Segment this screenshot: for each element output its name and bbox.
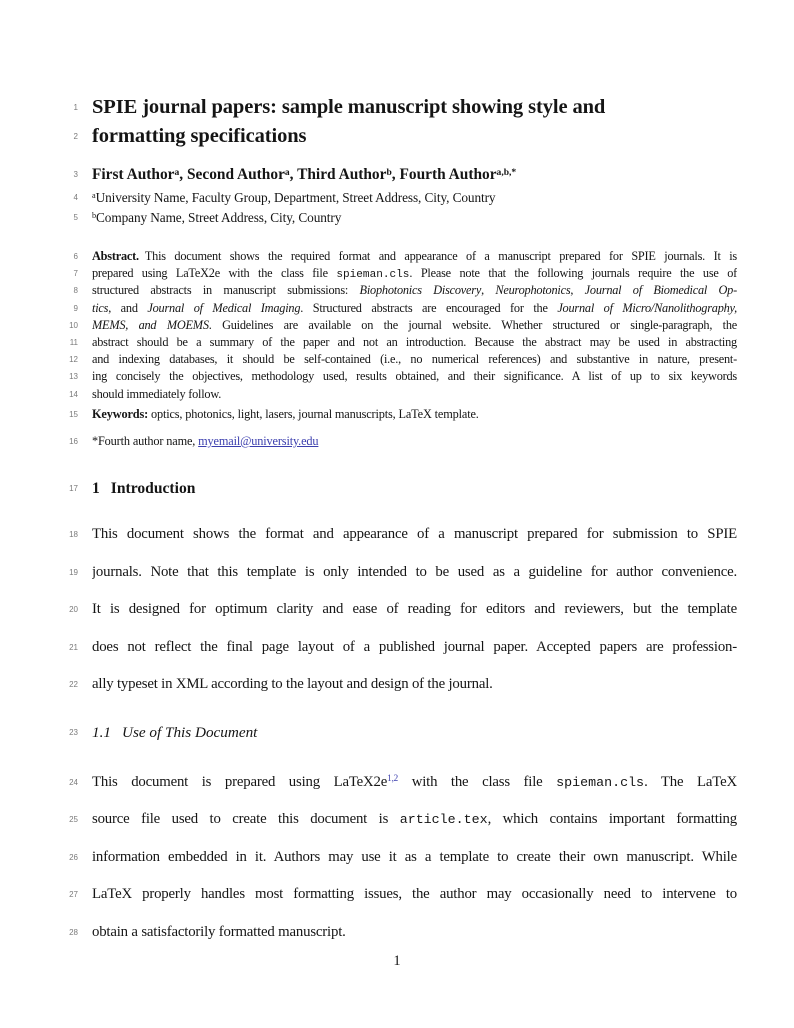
manuscript-line: [0, 406, 794, 423]
line-number: 22: [69, 680, 78, 690]
body2-block: [0, 764, 794, 952]
section-number: 1.1: [92, 723, 111, 741]
line-number: 14: [69, 389, 78, 399]
affil-block: [0, 188, 794, 228]
line-text: [92, 317, 737, 334]
bold-text: First Author: [92, 166, 175, 183]
text-segment: , which contains important formatting: [487, 811, 737, 828]
line-number: 25: [69, 815, 78, 825]
italic-text: Journal of Medical Imaging: [147, 300, 301, 315]
line-text: [92, 876, 737, 914]
italic-text: Neurophotonics: [495, 283, 571, 298]
manuscript-line: [0, 478, 794, 500]
manuscript-line: [0, 265, 794, 282]
manuscript-line: [0, 722, 794, 744]
text-segment: information embedded in it. Authors may use it as a template to create their own manuscript. While: [92, 848, 737, 865]
text-segment: This document shows the required format and appearance of a manuscript prepared for SPIE journals. It is: [144, 249, 737, 263]
line-text: [92, 351, 737, 368]
line-text: [92, 666, 737, 704]
text-segment: prepared using LaTeX2e with the class file: [92, 266, 337, 281]
manuscript-line: [0, 629, 794, 667]
text-segment: source file used to create this document is: [92, 811, 400, 828]
line-number: 5: [73, 213, 78, 222]
sec-block: [0, 478, 794, 500]
manuscript-line: [0, 164, 794, 186]
italic-text: Journal of Micro/Nanolithography,: [557, 300, 737, 315]
line-number: 1: [73, 103, 78, 112]
manuscript-line: [0, 351, 794, 368]
text-segment: abstract should be a summary of the paper and not an introduction. Because the abstract may be used in abstracting: [92, 334, 737, 349]
text-segment: Introduction: [110, 480, 196, 498]
manuscript-line: [0, 591, 794, 629]
manuscript-line: [0, 386, 794, 403]
line-text: [92, 914, 737, 952]
text-segment: ,: [570, 283, 585, 298]
text-segment: should immediately follow.: [92, 386, 222, 401]
manuscript-line: [0, 433, 794, 450]
manuscript-line: [0, 208, 794, 228]
text-segment: obtain a satisfactorily formatted manuscript.: [92, 923, 346, 940]
manuscript-line: [0, 801, 794, 839]
code-text: article.tex: [399, 812, 488, 828]
line-text: [92, 516, 737, 554]
email-link[interactable]: myemail@university.edu: [198, 433, 319, 448]
manuscript-line: [0, 876, 794, 914]
line-number: 27: [69, 890, 78, 900]
line-number: 20: [69, 605, 78, 615]
superscript: a: [92, 191, 96, 201]
line-number: 3: [73, 170, 78, 179]
line-number: 24: [69, 777, 78, 787]
line-number: 28: [69, 927, 78, 937]
manuscript-line: [0, 764, 794, 802]
subsec-block: [0, 722, 794, 744]
line-text: [92, 722, 737, 744]
manuscript-line: [0, 334, 794, 351]
manuscript-line: [0, 300, 794, 317]
bold-text: , Fourth Author: [391, 166, 497, 183]
line-text: [92, 122, 737, 151]
line-number: 6: [73, 252, 78, 261]
manuscript-line: [0, 368, 794, 385]
line-number: 23: [69, 727, 78, 737]
line-text: [92, 406, 737, 423]
line-text: [92, 265, 737, 282]
manuscript-line: [0, 554, 794, 592]
line-number: 26: [69, 852, 78, 862]
document-body: [0, 93, 794, 951]
keywords-block: [0, 406, 794, 423]
manuscript-line: [0, 93, 794, 122]
line-text: [92, 248, 737, 265]
text-segment: does not reflect the final page layout of a published journal paper. Accepted papers are profession-: [92, 638, 737, 655]
text-segment: *Fourth author name,: [92, 433, 199, 448]
manuscript-line: [0, 188, 794, 208]
text-segment: University Name, Faculty Group, Department, Street Address, City, Country: [95, 190, 496, 205]
line-text: [92, 839, 737, 877]
text-segment: formatting specifications: [92, 125, 307, 147]
text-segment: . Please note that the following journals require the use of: [409, 266, 737, 281]
manuscript-line: [0, 248, 794, 265]
manuscript-line: [0, 666, 794, 704]
line-number: 2: [73, 132, 78, 141]
line-number: 18: [69, 530, 78, 540]
line-text: [92, 334, 737, 351]
superscript: a: [284, 166, 290, 178]
manuscript-line: [0, 317, 794, 334]
bold-text: , Second Author: [179, 166, 285, 183]
text-segment: SPIE journal papers: sample manuscript showing style and: [92, 96, 606, 118]
text-segment: . Structured abstracts are encouraged for the: [300, 300, 558, 315]
text-segment: ing concisely the objectives, methodology used, results obtained, and their significance. A list of up to six keywords: [92, 369, 737, 384]
body1-block: [0, 516, 794, 704]
text-segment: and indexing databases, it should be self-contained (i.e., no numerical references) and substantive in nature, present-: [92, 352, 737, 367]
line-number: 15: [69, 409, 78, 419]
line-text: [92, 591, 737, 629]
text-segment: . The LaTeX: [644, 773, 737, 790]
line-number: 10: [69, 320, 78, 330]
superscript: b: [386, 166, 392, 178]
line-text: [92, 554, 737, 592]
line-number: 8: [73, 286, 78, 296]
bold-text: , Third Author: [289, 166, 387, 183]
line-number: 13: [69, 372, 78, 382]
manuscript-line: [0, 516, 794, 554]
text-segment: structured abstracts in manuscript submissions:: [92, 283, 360, 298]
citation-link[interactable]: 1,2: [387, 773, 399, 784]
superscript: a: [174, 166, 180, 178]
line-number: 12: [69, 355, 78, 365]
line-text: [92, 478, 737, 500]
line-text: [92, 300, 737, 317]
text-segment: Use of This Document: [121, 723, 258, 741]
line-text: [92, 764, 737, 802]
text-segment: . Guidelines are available on the journal website. Whether structured or single-paragraph, the: [208, 317, 737, 332]
abstract-block: [0, 248, 794, 403]
line-text: [92, 208, 737, 228]
line-number: 19: [69, 567, 78, 577]
text-segment: Company Name, Street Address, City, Country: [96, 210, 342, 225]
line-number: 9: [73, 303, 78, 313]
manuscript-line: [0, 914, 794, 952]
line-text: [92, 801, 737, 839]
bold-text: Keywords:: [92, 406, 149, 421]
manuscript-line: [0, 122, 794, 151]
code-text: spieman.cls: [336, 269, 410, 282]
text-segment: It is designed for optimum clarity and ease of reading for editors and reviewers, but the template: [92, 601, 737, 618]
line-text: [92, 386, 737, 403]
line-text: [92, 188, 737, 208]
line-number: 16: [69, 436, 78, 446]
text-segment: , and: [108, 300, 148, 315]
italic-text: MEMS, and MOEMS: [92, 317, 209, 332]
text-segment: ally typeset in XML according to the layout and design of the journal.: [92, 676, 493, 693]
text-segment: ,: [481, 283, 496, 298]
line-number: 4: [73, 193, 78, 202]
line-text: [92, 368, 737, 385]
superscript: a,b,*: [496, 166, 517, 178]
note-block: [0, 433, 794, 450]
superscript: b: [92, 211, 97, 221]
text-segment: This document shows the format and appearance of a manuscript prepared for submission to SPIE: [92, 526, 737, 543]
manuscript-line: [0, 839, 794, 877]
italic-text: Journal of Biomedical Op-: [584, 283, 737, 298]
title-block: [0, 93, 794, 151]
line-text: [92, 164, 737, 186]
line-number: 7: [73, 269, 78, 279]
code-text: spieman.cls: [556, 774, 645, 790]
line-text: [92, 93, 737, 122]
italic-text: Biophotonics Discovery: [359, 283, 482, 298]
bold-text: Abstract.: [92, 249, 139, 263]
text-segment: optics, photonics, light, lasers, journal manuscripts, LaTeX template.: [148, 406, 479, 421]
italic-text: tics: [92, 300, 109, 315]
line-text: [92, 282, 737, 299]
line-text: [92, 629, 737, 667]
text-segment: LaTeX properly handles most formatting issues, the author may occasionally need to intervene to: [92, 886, 737, 903]
page-number: 1: [393, 953, 401, 969]
text-segment: This document is prepared using LaTeX2e: [92, 773, 388, 790]
line-text: [92, 433, 737, 450]
authors-block: [0, 164, 794, 186]
line-number: 21: [69, 642, 78, 652]
section-number: 1: [92, 480, 100, 498]
text-segment: journals. Note that this template is only intended to be used as a guideline for author convenience.: [92, 563, 737, 580]
manuscript-line: [0, 282, 794, 299]
line-number: 17: [69, 484, 78, 494]
line-number: 11: [69, 337, 78, 347]
text-segment: with the class file: [398, 773, 557, 790]
